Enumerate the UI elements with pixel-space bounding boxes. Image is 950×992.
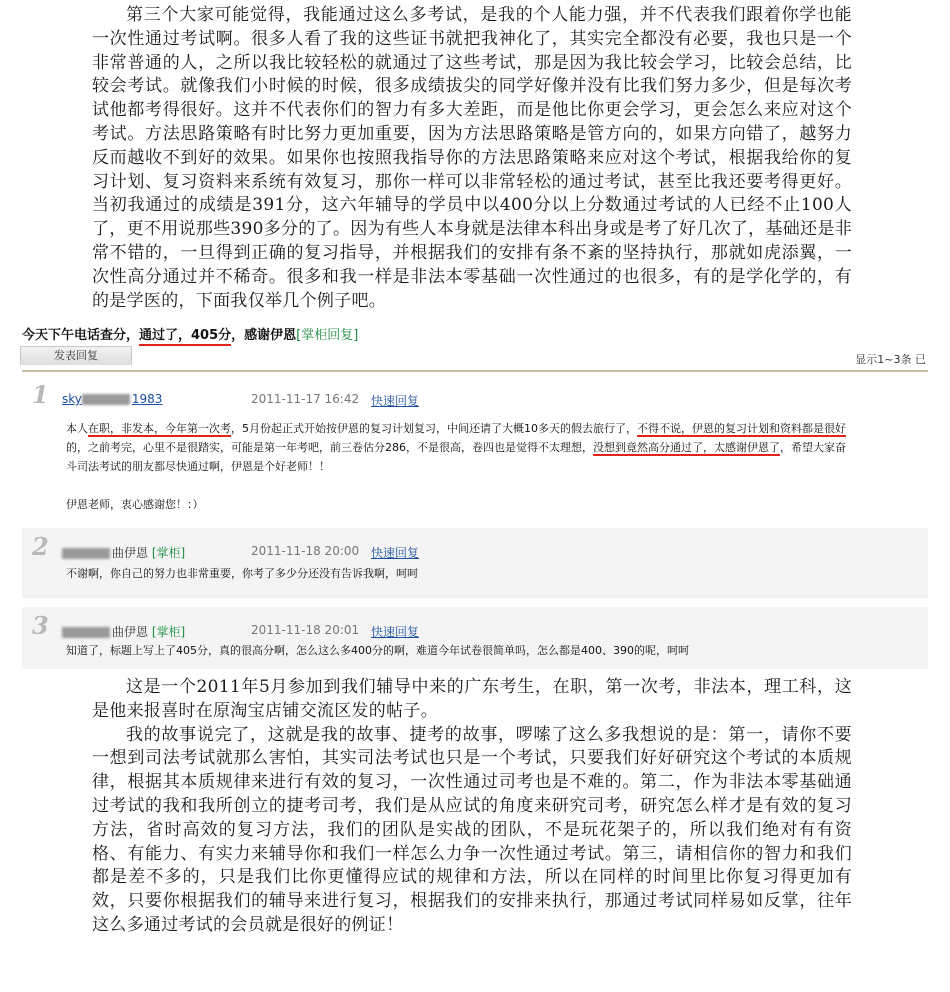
post-reply-button[interactable]: 发表回复 [20, 346, 132, 365]
paragraph-text: 这是一个2011年5月参加到我们辅导中来的广东考生，在职，第一次考，非法本，理工科，这是他来报喜时在原淘宝店铺交流区发的帖子。 [92, 677, 852, 721]
post-highlight: 没想到竟然高分通过了，太感谢伊恩了 [593, 441, 780, 454]
pager-info: 显示1~3条 已 [855, 353, 926, 366]
post-text: ，希望大家奋 [780, 441, 846, 454]
post-text: 本人 [66, 422, 88, 435]
floor-number: 2 [32, 532, 49, 561]
post-line [66, 419, 918, 438]
post-line: 知道了，标题上写上了405分，真的很高分啊，怎么这么多400分的啊，难道今年试卷很简单吗，怎么都是400、390的呢，呵呵 [66, 644, 689, 657]
post-author[interactable] [62, 544, 185, 561]
post-line: 伊恩老师，衷心感谢您！：） [66, 498, 204, 511]
post-author[interactable] [62, 392, 162, 406]
shopkeeper-reply-link[interactable]: [掌柜回复] [296, 328, 359, 343]
divider [22, 370, 928, 372]
post-text: 的，之前考完，心里不是很踏实，可能是第一年考吧，前三卷估分286，不是很高，卷四也是觉得不太理想， [66, 441, 593, 454]
quick-reply-link[interactable]: 快速回复 [371, 546, 420, 560]
author-name[interactable]: 曲伊恩 [112, 546, 149, 560]
post-date: 2011-11-18 20:00 [251, 544, 360, 558]
post-body [66, 564, 918, 583]
author-name-redacted [62, 627, 110, 638]
post-highlight: 不得不说，伊恩的复习计划和资料都是很好 [637, 422, 846, 435]
article-paragraph-top [92, 4, 852, 313]
thread-title-suffix: ，感谢伊恩 [231, 328, 297, 343]
author-name-end[interactable]: 1983 [131, 392, 163, 406]
post-line: 不谢啊，你自己的努力也非常重要，你考了多少分还没有告诉我啊，呵呵 [66, 567, 418, 580]
author-name-start[interactable]: sky [62, 392, 82, 406]
floor-number: 1 [32, 380, 49, 409]
author-name-redacted [62, 548, 110, 559]
shopkeeper-badge: [掌柜] [151, 546, 186, 560]
post-author[interactable] [62, 623, 185, 640]
author-name-redacted [82, 394, 130, 405]
thread-title [22, 324, 358, 343]
shopkeeper-badge: [掌柜] [151, 625, 186, 639]
post-date: 2011-11-18 20:01 [251, 623, 360, 637]
article-paragraph-bottom [92, 676, 852, 938]
post-text: ，5月份起正式开始按伊恩的复习计划复习，中间还请了大概10多天的假去旅行了， [231, 422, 637, 435]
author-name[interactable]: 曲伊恩 [112, 625, 149, 639]
quick-reply-link[interactable]: 快速回复 [371, 394, 420, 408]
post-line [66, 438, 918, 457]
post-line: 斗司法考试的朋友都尽快通过啊，伊恩是个好老师！！ [66, 460, 330, 473]
floor-number: 3 [32, 611, 49, 640]
paragraph-text: 我的故事说完了，这就是我的故事、捷考的故事，啰嗦了这么多我想说的是：第一，请你不要一想到司法考试就那么害怕，其实司法考试也只是一个考试，只要我们好好研究这个考试的本质规律，根据其本质规律来进行有效的复习，一次性通过司考也是不难的。第二，作为非法本零基础通过考试的我和我所创立的捷考司考，我们是从应试的角度来研究司考，研究怎么样才是有效的复习方法，省时高效的复习方法，我们的团队是实战的团队，不是玩花架子的，所以我们绝对有有资格、有能力、有实力来辅导你和我们一样怎么力争一次性通过考试。第三，请相信你的智力和我们都是差不多的，只是我们比你更懂得应试的规律和方法，所以在同样的时间里比你复习得更加有效，只要你根据我们的辅导来进行复习，根据我们的安排来执行，那通过考试同样易如反掌，往年这么多通过考试的会员就是很好的例证！ [92, 724, 852, 935]
post-body [66, 419, 918, 514]
post-highlight: 在职，非发本，今年第一次考 [88, 422, 231, 435]
post-date: 2011-11-17 16:42 [251, 392, 360, 406]
thread-title-prefix: 今天下午电话查分， [22, 328, 140, 343]
quick-reply-link[interactable]: 快速回复 [371, 625, 420, 639]
paragraph-text: 第三个大家可能觉得，我能通过这么多考试，是我的个人能力强，并不代表我们跟着你学也能一次性通过考试啊。很多人看了我的这些证书就把我神化了，其实完全都没有必要，我也只是一个非常普通的人，之所以我比较轻松的就通过了这些考试，那是因为我比较会学习，比较会总结，比较会考试。就像我们小时候的时候，很多成绩拔尖的同学好像并没有比我们努力多少，但是每次考试他都考得很好。这并不代表你们的智力有多大差距，而是他比你更会学习，更会怎么来应对这个考试。方法思路策略有时比努力更加重要，因为方法思路策略是管方向的，如果方向错了，越努力反而越收不到好的效果。如果你也按照我指导你的方法思路策略来应对这个考试，根据我给你的复习计划、复习资料来系统有效复习，那你一样可以非常轻松的通过考试，甚至比我还要考得更好。当初我通过的成绩是391分，这六年辅导的学员中以400分以上分数通过考试的人已经不止100人了，更不用说那些390多分的了。因为有些人本身就是法律本科出身或是考了好几次了，基础还是非常不错的，一旦得到正确的复习指导，并根据我们的安排有条不紊的坚持执行，那就如虎添翼，一次性高分通过并不稀奇。很多和我一样是非法本零基础一次性通过的也很多，有的是学化学的，有的是学医的，下面我仅举几个例子吧。 [92, 5, 852, 311]
reply-post [22, 607, 928, 669]
reply-post [22, 376, 928, 516]
thread-title-highlight: 通过了，405分 [139, 328, 231, 346]
post-body [66, 641, 918, 660]
reply-post [22, 528, 928, 598]
